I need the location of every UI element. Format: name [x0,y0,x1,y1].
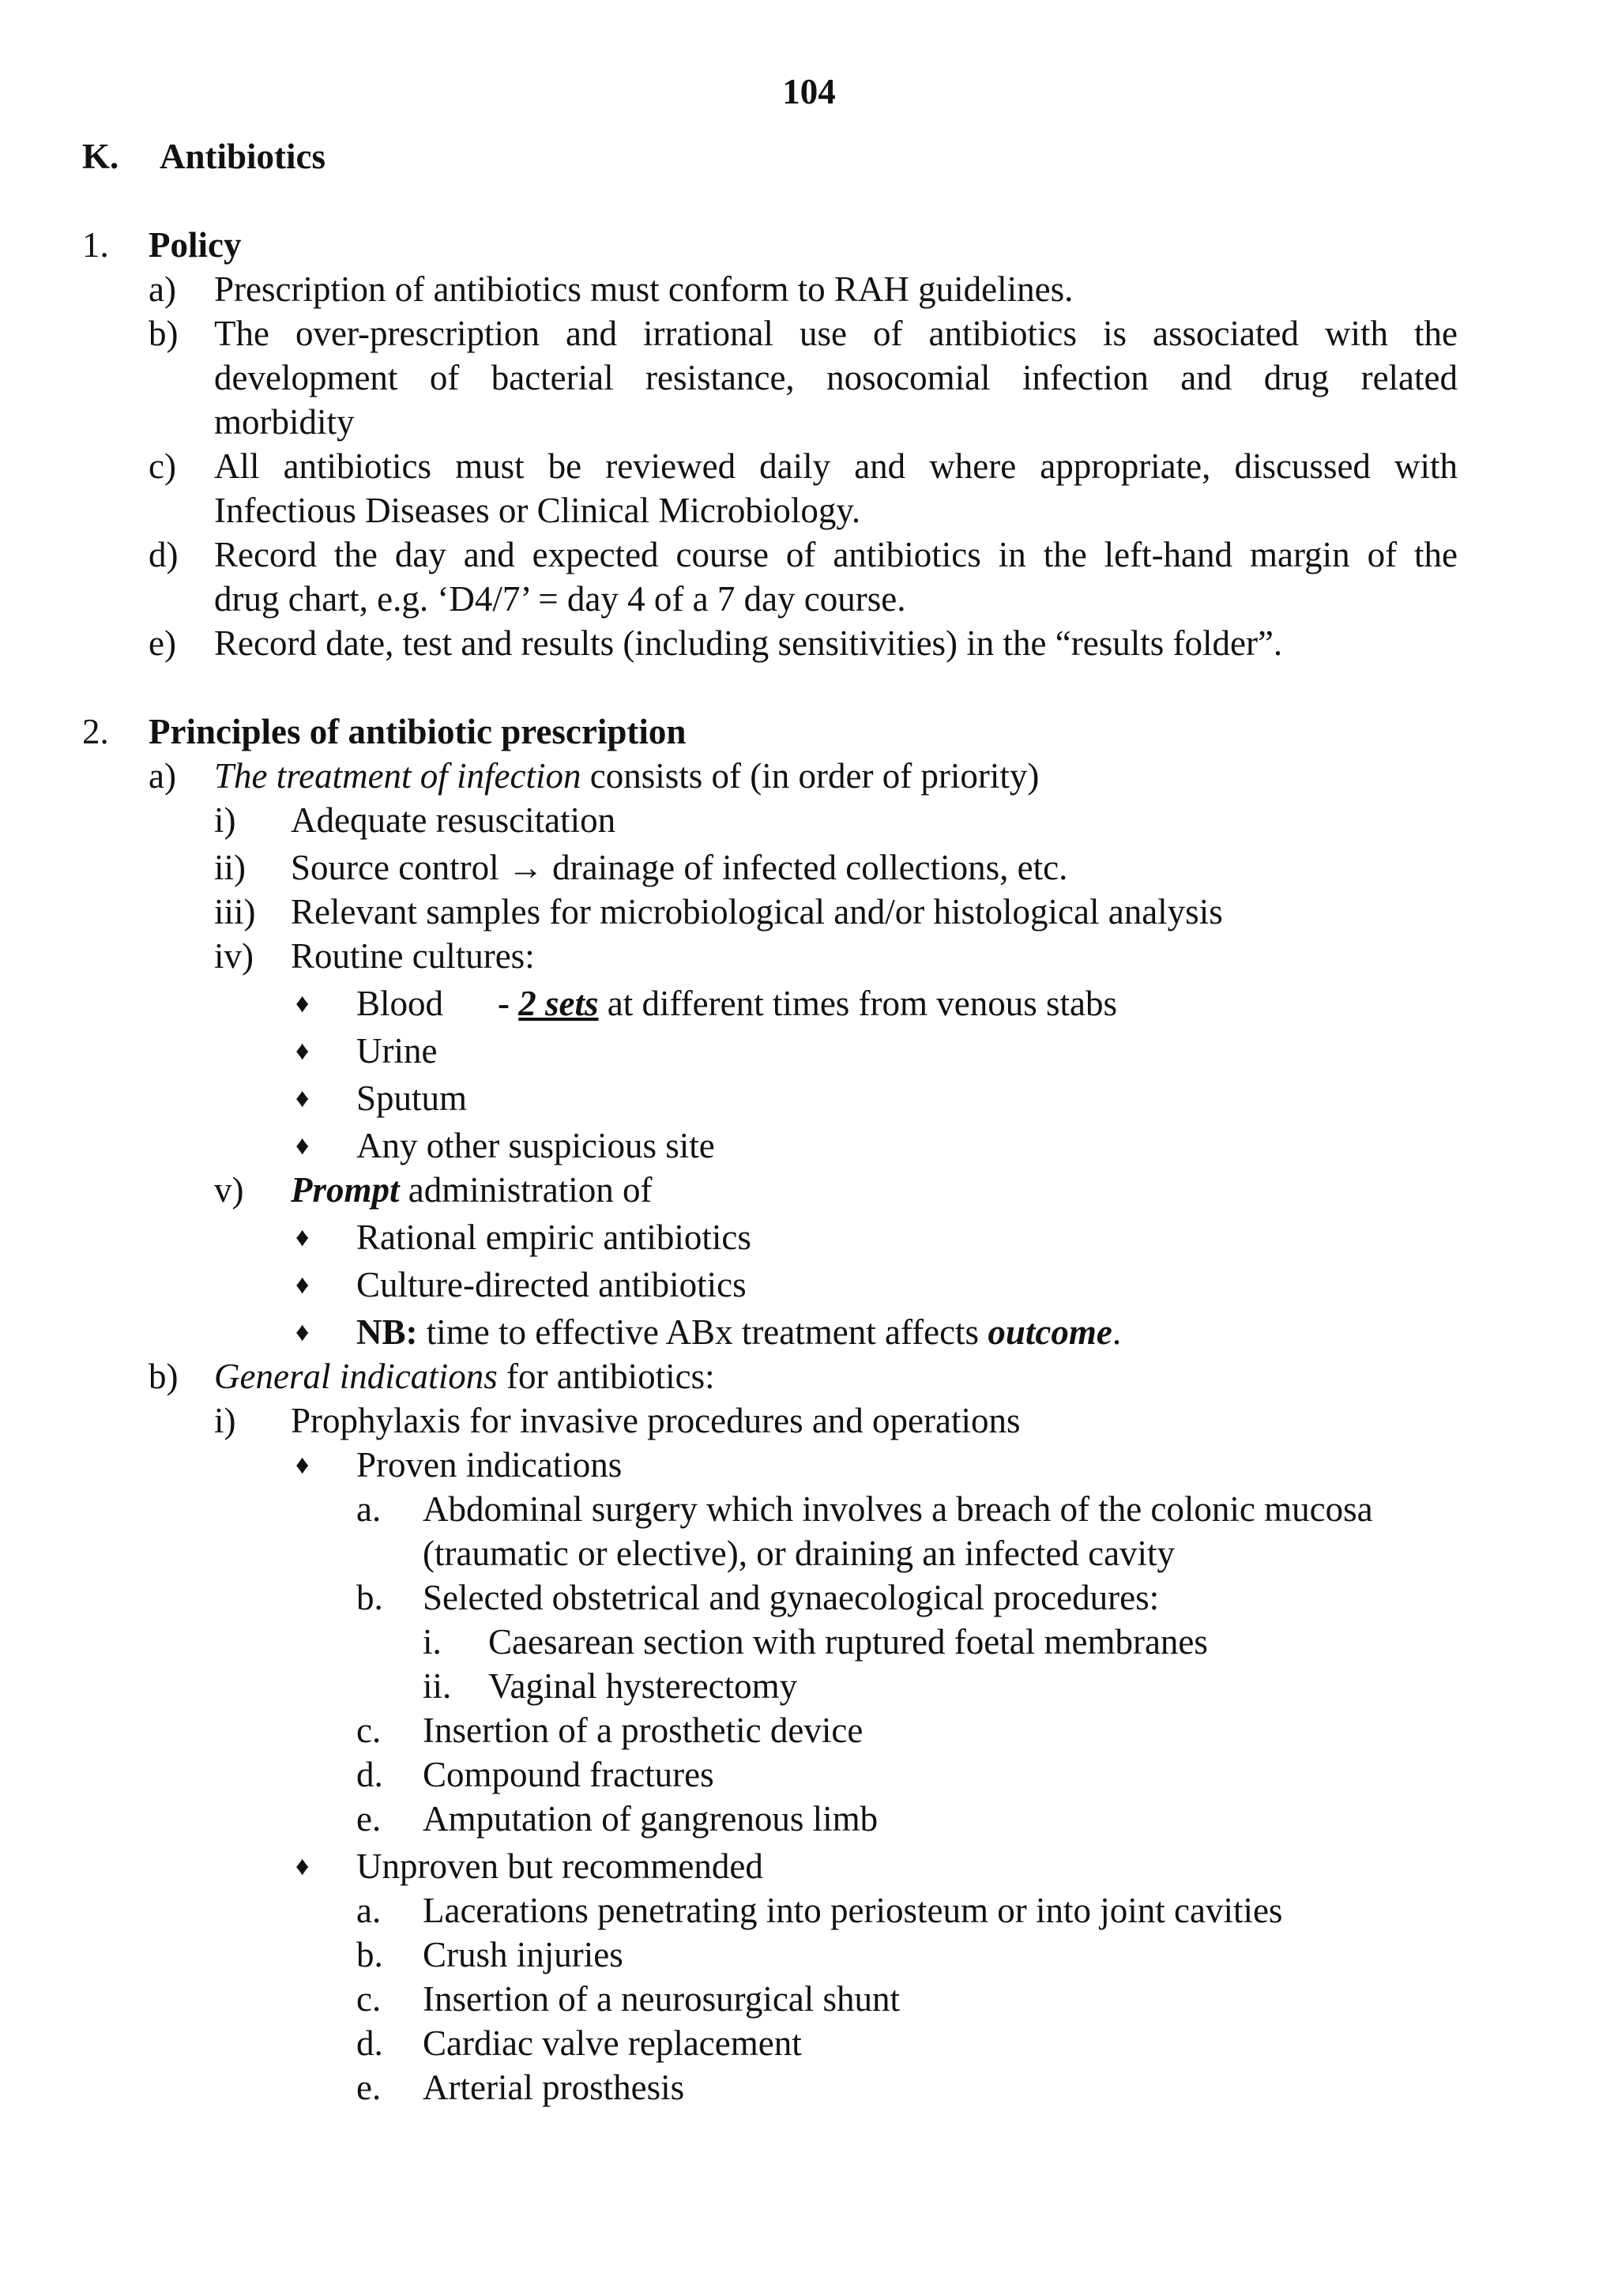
unproven-c-text: Insertion of a neurosurgical shunt [423,1979,901,2019]
principles-a-v-prompt: Prompt [291,1170,400,1210]
unproven-b-label: b. [356,1935,383,1974]
culture-blood-sets: 2 sets [518,984,599,1023]
admin-nb-end: . [1112,1312,1122,1352]
unproven-c-label: c. [356,1979,382,2019]
principles-a-italic: The treatment of infection [214,756,581,796]
principles-a-label: a) [149,756,176,796]
proven-e-text: Amputation of gangrenous limb [423,1799,879,1839]
culture-blood-dash: - [498,984,519,1023]
principles-a-text [214,758,1039,794]
policy-a-text: Prescription of antibiotics must conform to RAH guidelines. [214,269,1074,309]
culture-urine: Urine [356,1031,438,1071]
unproven-d-label: d. [356,2023,383,2063]
proven-d-text: Compound fractures [423,1755,714,1794]
policy-number: 1. [82,225,109,265]
proven-a-line-1: Abdominal surgery which involves a breach of the colonic mucosa [423,1489,1373,1529]
unproven-e-text: Arterial prosthesis [423,2068,685,2107]
proven-d-label: d. [356,1755,383,1794]
policy-b-line-1: The over-prescription and irrational use of antibiotics is associated with the [214,314,1458,353]
principles-a-iii-label: iii) [214,892,256,932]
principles-a-i-label: i) [214,800,236,840]
admin-nb [356,1312,1122,1352]
proven-c-label: c. [356,1711,382,1750]
policy-e-text: Record date, test and results (including sensitivities) in the “results folder”. [214,623,1283,663]
culture-blood-name: Blood [356,984,444,1023]
culture-other: Any other suspicious site [356,1126,715,1165]
policy-a-label: a) [149,269,176,309]
culture-blood-rest: at different times from venous stabs [598,984,1118,1023]
bullet-icon: ♦ [295,1223,310,1252]
policy-e-label: e) [149,623,176,663]
bullet-icon: ♦ [295,1270,310,1300]
policy-d-line-1: Record the day and expected course of antibiotics in the left-hand margin of the [214,535,1458,574]
policy-heading: Policy [149,225,242,265]
bullet-icon: ♦ [295,1451,310,1480]
principles-a-v-label: v) [214,1170,244,1210]
policy-c-label: c) [149,446,176,486]
bullet-icon: ♦ [295,1318,310,1347]
policy-c-line-2: Infectious Diseases or Clinical Microbiology. [214,491,861,530]
proven-e-label: e. [356,1799,382,1839]
bullet-icon: ♦ [295,1131,310,1161]
bullet-icon: ♦ [295,1852,310,1881]
bullet-icon: ♦ [295,989,310,1018]
proven-b-i-label: i. [423,1622,442,1662]
unproven-b-text: Crush injuries [423,1935,623,1974]
principles-b-label: b) [149,1357,179,1396]
proven-a-line-2: (traumatic or elective), or draining an infected cavity [423,1534,1176,1573]
section-title: Antibiotics [160,137,326,176]
principles-b-i-text: Prophylaxis for invasive procedures and operations [291,1401,1021,1440]
proven-b-ii-text: Vaginal hysterectomy [488,1666,798,1706]
principles-a-v-rest: administration of [399,1170,653,1210]
proven-b-ii-label: ii. [423,1666,452,1706]
principles-b-rest: for antibiotics: [497,1357,715,1396]
principles-b-i-label: i) [214,1401,236,1440]
policy-b-line-2: development of bacterial resistance, nosocomial infection and drug related [214,358,1458,397]
culture-sputum: Sputum [356,1078,468,1118]
policy-b-line-3: morbidity [214,402,355,442]
unproven-a-label: a. [356,1891,382,1930]
unproven-a-text: Lacerations penetrating into periosteum or into joint cavities [423,1891,1283,1930]
principles-a-ii-text: Source control → drainage of infected collections, etc. [291,848,1068,887]
proven-b-i-text: Caesarean section with ruptured foetal membranes [488,1622,1208,1662]
principles-number: 2. [82,712,109,751]
admin-nb-outcome: outcome [988,1312,1112,1352]
policy-d-line-2: drug chart, e.g. ‘D4/7’ = day 4 of a 7 day course. [214,579,906,619]
section-letter: K. [82,137,119,176]
principles-heading: Principles of antibiotic prescription [149,712,687,751]
principles-a-i-text: Adequate resuscitation [291,800,616,840]
unproven-d-text: Cardiac valve replacement [423,2023,802,2063]
admin-nb-bold: NB: [356,1312,418,1352]
principles-a-iii-text: Relevant samples for microbiological and/or histological analysis [291,892,1223,932]
unproven-heading: Unproven but recommended [356,1846,763,1886]
admin-nb-text: time to effective ABx treatment affects [417,1312,988,1352]
policy-d-label: d) [149,535,179,574]
admin-empiric: Rational empiric antibiotics [356,1218,751,1257]
policy-b-label: b) [149,314,179,353]
bullet-icon: ♦ [295,1084,310,1113]
principles-a-iv-label: iv) [214,936,254,976]
page-number: 104 [782,72,836,111]
proven-a-label: a. [356,1489,382,1529]
unproven-e-label: e. [356,2068,382,2107]
admin-directed: Culture-directed antibiotics [356,1265,747,1304]
principles-a-iv-text: Routine cultures: [291,936,535,976]
bullet-icon: ♦ [295,1037,310,1066]
proven-b-text: Selected obstetrical and gynaecological procedures: [423,1578,1160,1617]
principles-b-text [214,1359,715,1395]
principles-b-italic: General indications [214,1357,498,1396]
proven-c-text: Insertion of a prosthetic device [423,1711,864,1750]
principles-a-v-text [291,1172,652,1208]
principles-a-rest: consists of (in order of priority) [581,756,1040,796]
proven-heading: Proven indications [356,1445,623,1485]
culture-blood-detail [498,986,1117,1022]
principles-a-ii-label: ii) [214,848,246,887]
proven-b-label: b. [356,1578,383,1617]
policy-c-line-1: All antibiotics must be reviewed daily and where appropriate, discussed with [214,446,1458,486]
